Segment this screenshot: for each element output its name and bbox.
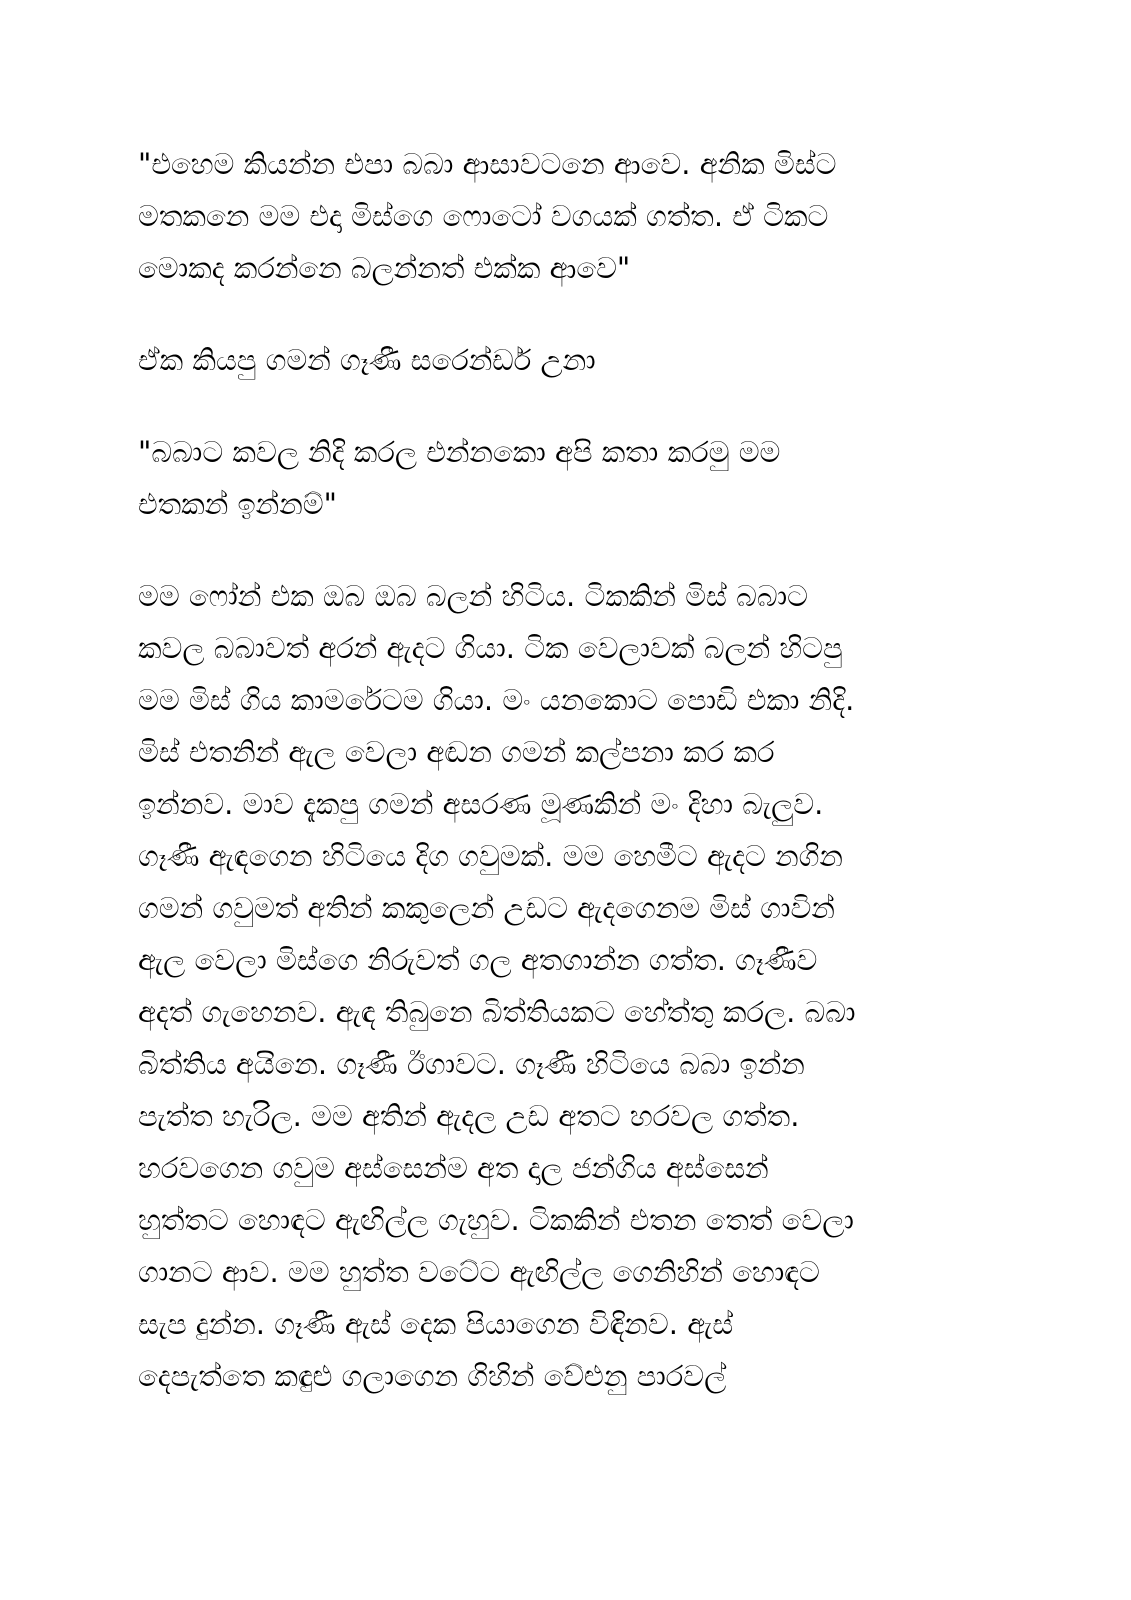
text-line: හුත්තට හොඳට ඇඟිල්ල ගැහුව. ටිකකින් එතන තෙත් වෙලා — [138, 1203, 854, 1237]
text-line: මම ෆෝන් එක ඔබ ඔබ බලන් හිටිය. ටිකකින් මිස් බබාට — [138, 579, 808, 613]
text-line: පැත්ත හැරිල. මම අතින් ඇදල උඩ අතට හරවල ගත්ත. — [138, 1099, 800, 1133]
text-line: මොකද කරන්නෙ බලන්නත් එක්ක ආවෙ" — [138, 251, 631, 285]
text-line: "බබාට කවල නිදි කරල එන්නකො අපි කතා කරමු මම — [138, 435, 781, 469]
paragraph-4 — [138, 570, 998, 1402]
text-line: මිස් එතනින් ඇල වෙලා අඬන ගමන් කල්පනා කර කර — [138, 735, 775, 769]
text-line: ඒක කියපු ගමන් ගෑණී සරෙන්ඩර් උනා — [138, 343, 596, 377]
text-line: එතකන් ඉන්නම්" — [138, 487, 337, 521]
text-line: සැප දුන්න. ගෑණී ඇස් දෙක පියාගෙන විඳිනව. ඇස් — [138, 1307, 734, 1341]
text-line: ගානට ආව. මම හුත්ත වටේට ඇඟිල්ල ගෙනිහින් හොඳට — [138, 1255, 820, 1289]
text-line: ඉන්නව. මාව දැකපු ගමන් අසරණ මූණකින් මං දිහා බැලුව. — [138, 787, 824, 821]
text-line: "එහෙම කියන්න එපා බබා ආසාවටනෙ ආවෙ. අනික මිස්ට — [138, 147, 837, 181]
document-body — [138, 138, 998, 1442]
paragraph-2 — [138, 334, 998, 386]
text-line: හරවගෙන ගවුම අස්සෙන්ම අත දාල ජන්ගිය අස්සෙන් — [138, 1151, 769, 1185]
text-line: මම මිස් ගිය කාමරේටම ගියා. මං යනකොට පොඩි එකා නිදි. — [138, 683, 855, 717]
paragraph-1 — [138, 138, 998, 294]
text-line: කවල බබාවත් අරන් ඇදට ගියා. ටික වෙලාවක් බලන් හිටපු — [138, 631, 843, 665]
text-line: බිත්තිය අයිනෙ. ගෑණී ඊගාවට. ගෑණී හිටියෙ බබා ඉන්න — [138, 1047, 805, 1081]
paragraph-3 — [138, 426, 998, 530]
text-line: දෙපැත්තෙ කඳුළු ගලාගෙන ගිහින් වේළුනු පාරවල් — [138, 1359, 727, 1393]
text-line: ගමන් ගවුමත් අතින් කකුලෙන් උඩට ඇදගෙනම මිස් ගාවින් — [138, 891, 835, 925]
text-line: මතකනෙ මම එදා මිස්ගෙ ෆොටෝ වගයක් ගත්ත. ඒ ටිකට — [138, 199, 829, 233]
text-line: අදත් ගැහෙනව. ඇඳ තිබුනෙ බිත්තියකට හේත්තු කරල. බබා — [138, 995, 856, 1029]
text-line: ගෑණී ඇඳගෙන හිටියෙ දිග ගවුමක්. මම හෙමීට ඇදට නගින — [138, 839, 843, 873]
text-line: ඇල වෙලා මිස්ගෙ නිරුවත් ගල අතගාන්න ගත්ත. ගෑණීව — [138, 943, 818, 977]
